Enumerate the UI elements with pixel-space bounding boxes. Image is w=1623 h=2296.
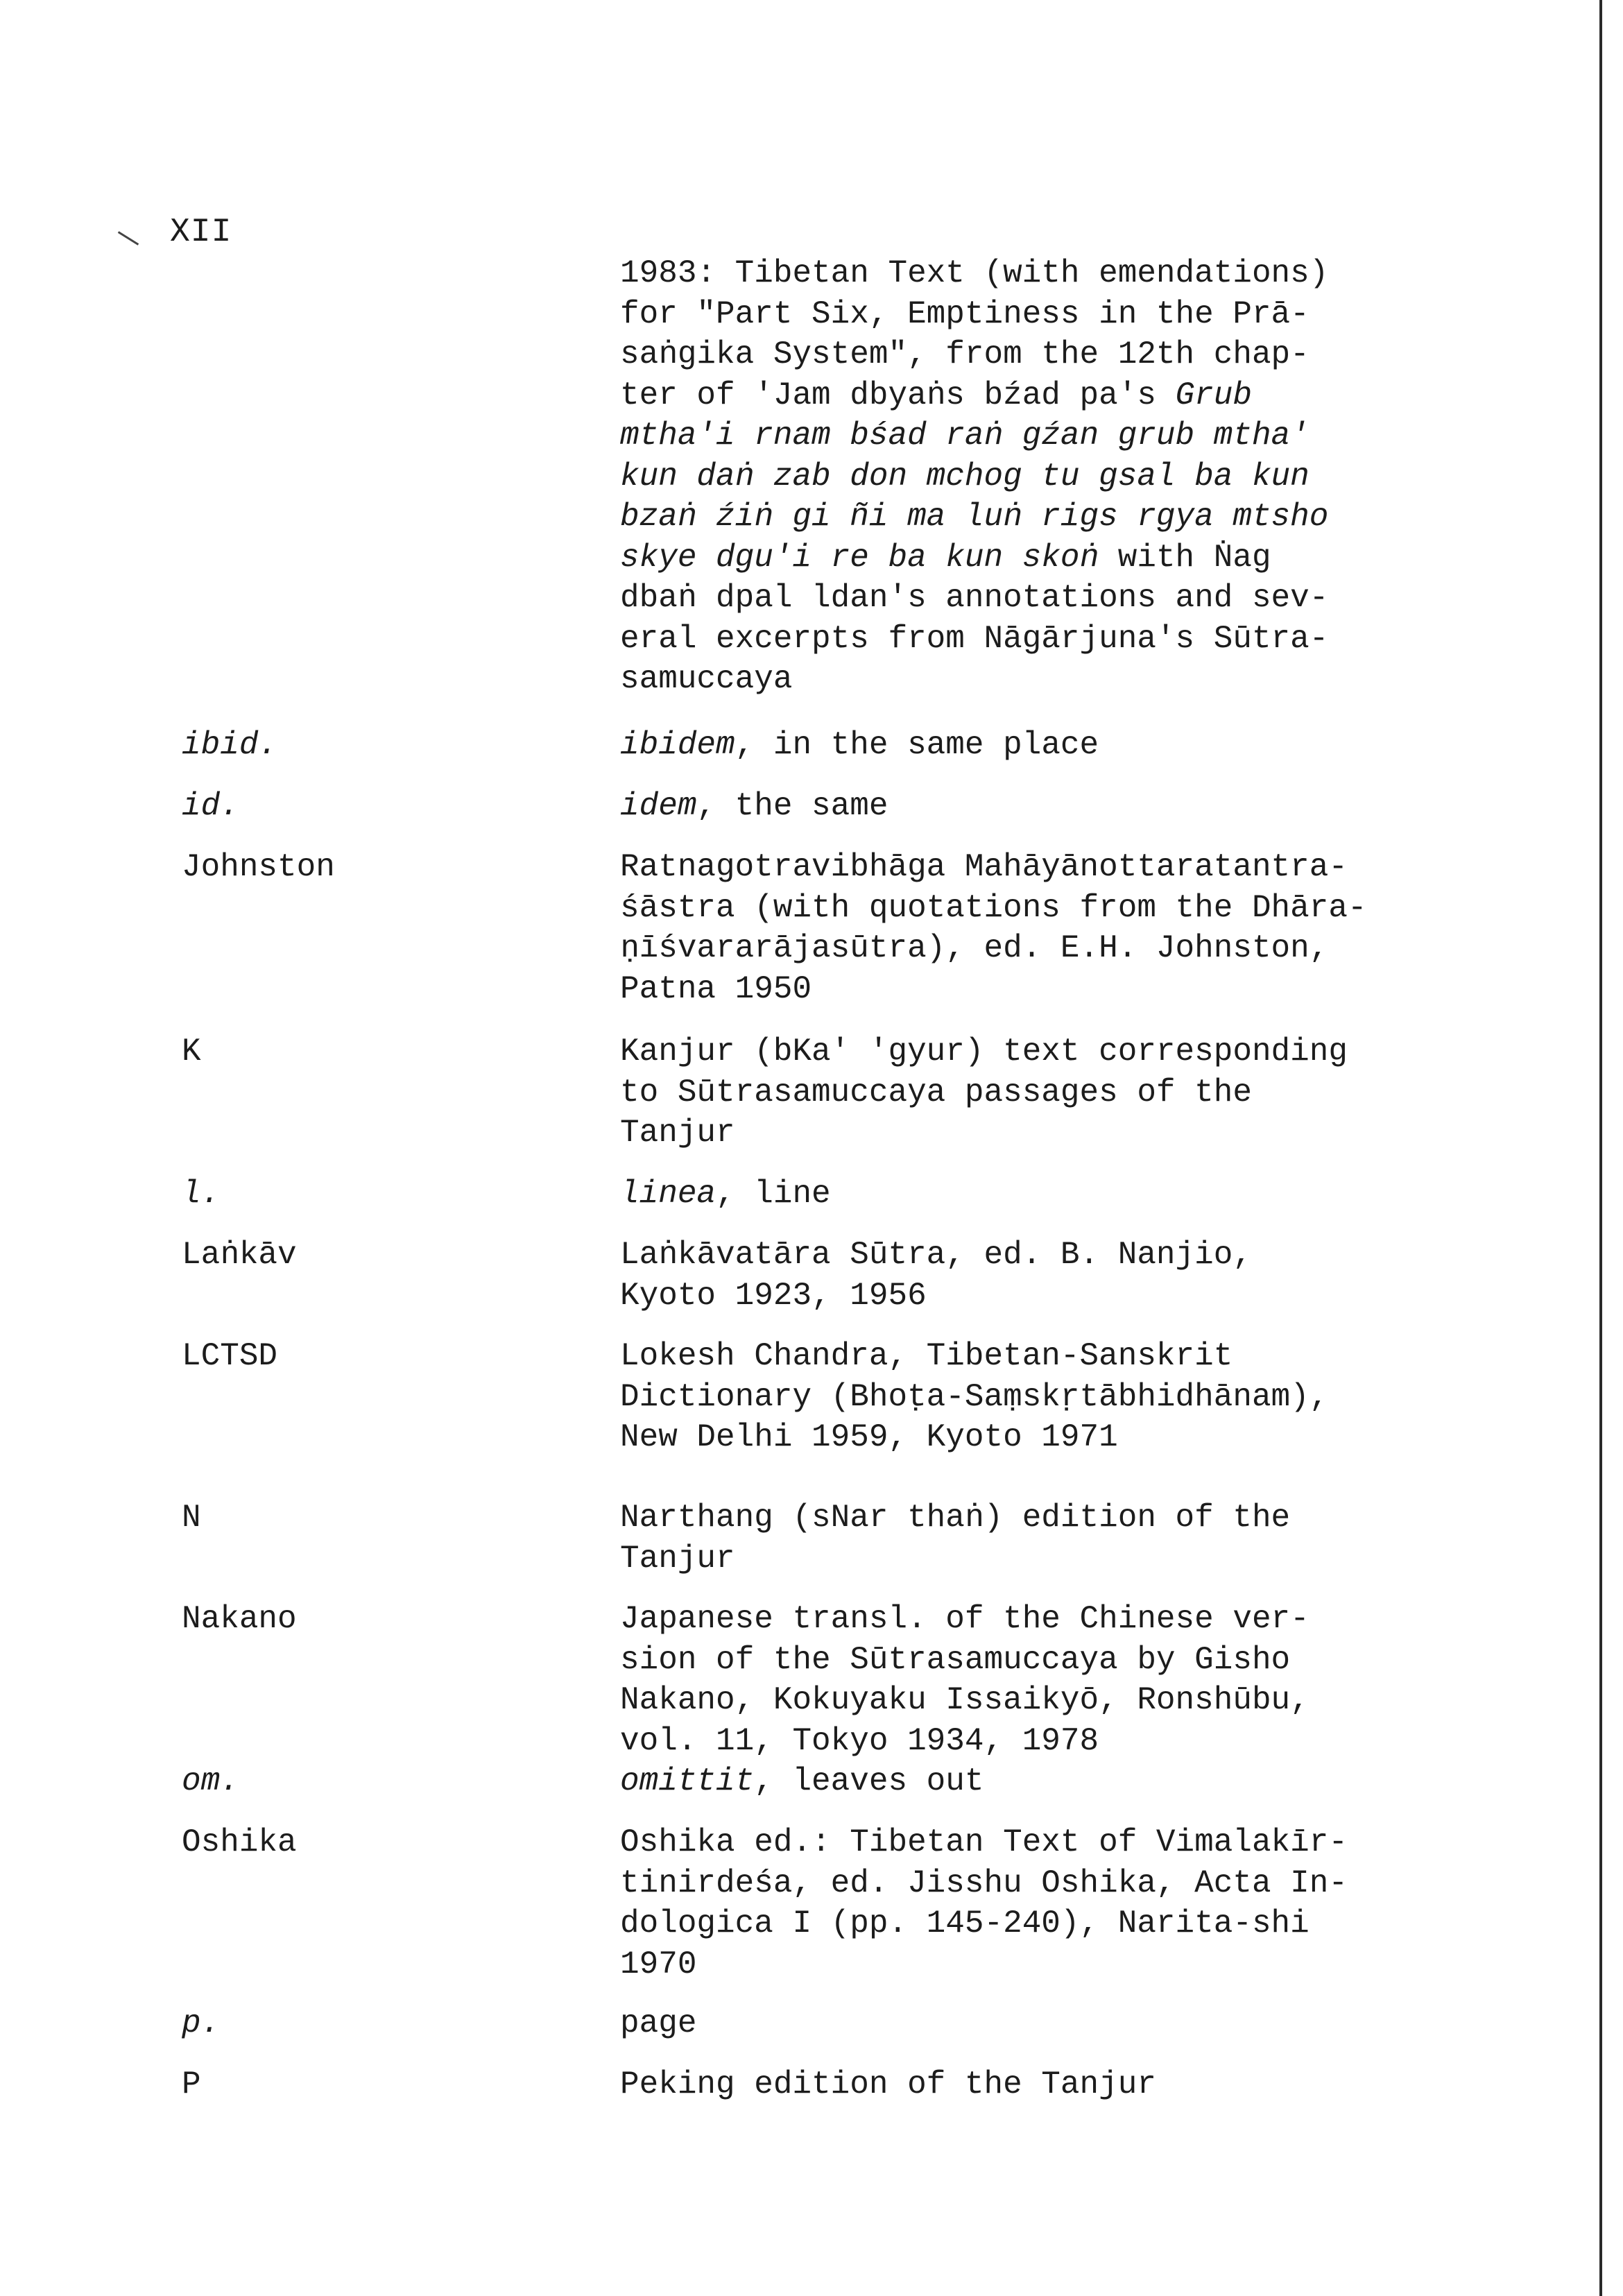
entry-abbreviation: K	[182, 1034, 201, 1070]
entry-description-line: Lokesh Chandra, Tibetan-Sanskrit	[620, 1338, 1233, 1374]
entry-description	[620, 1235, 1494, 1316]
entry-description	[620, 253, 1494, 700]
entry-description-line: Kyoto 1923, 1956	[620, 1277, 927, 1314]
entry-description	[620, 1761, 1494, 1802]
entry-description	[620, 847, 1494, 1009]
entry-abbreviation: p.	[182, 2005, 221, 2041]
entry-description-line: mtha'i rnam bśad raṅ gźan grub mtha'	[620, 418, 1309, 454]
entry-description	[620, 2003, 1494, 2044]
entry-description-line: page	[620, 2005, 697, 2041]
entry-description-line: Dictionary (Bhoṭa-Saṃskṛtābhidhānam),	[620, 1378, 1329, 1415]
entry-abbreviation: Oshika	[182, 1824, 297, 1860]
entry-description-line: eral excerpts from Nāgārjuna's Sūtra-	[620, 620, 1329, 657]
entry-description-line: kun daṅ zab don mchog tu gsal ba kun	[620, 458, 1309, 495]
entry-description-line: Oshika ed.: Tibetan Text of Vimalakīr-	[620, 1824, 1348, 1860]
entry-description-line: Nakano, Kokuyaku Issaikyō, Ronshūbu,	[620, 1682, 1309, 1718]
entry-description-line: vol. 11, Tokyo 1934, 1978	[620, 1722, 1099, 1759]
entry-description	[620, 1599, 1494, 1761]
entry-description-line: Tanjur	[620, 1115, 735, 1151]
entry-description-line: Narthang (sNar thaṅ) edition of the	[620, 1500, 1291, 1536]
entry-description-line: for "Part Six, Emptiness in the Prā-	[620, 295, 1309, 332]
entry-description-line: ṇīśvararājasūtra), ed. E.H. Johnston,	[620, 930, 1329, 966]
entry-description-line: omittit, leaves out	[620, 1763, 984, 1799]
entry-description-line: śāstra (with quotations from the Dhāra-	[620, 889, 1367, 926]
entry-abbreviation: LCTSD	[182, 1338, 278, 1374]
entry-description-line: Ratnagotravibhāga Mahāyānottaratantra-	[620, 849, 1348, 885]
entry-description-line: ter of 'Jam dbyaṅs bźad pa's Grub	[620, 377, 1252, 413]
entry-abbreviation: Johnston	[182, 849, 335, 885]
entry-description	[620, 1498, 1494, 1579]
entry-abbreviation: ibid.	[182, 727, 278, 763]
entry-abbreviation: id.	[182, 788, 239, 824]
entry-abbreviation: Laṅkāv	[182, 1237, 297, 1273]
entry-description	[620, 1031, 1494, 1154]
entry-description	[620, 1336, 1494, 1458]
entry-description-line: skye dgu'i re ba kun skoṅ with Ṅag	[620, 539, 1271, 576]
entry-description-line: dbaṅ dpal ldan's annotations and sev-	[620, 580, 1329, 616]
entry-abbreviation: N	[182, 1500, 201, 1536]
entry-description-line: samuccaya	[620, 661, 793, 697]
entry-description-line: bzaṅ źiṅ gi ñi ma luṅ rigs rgya mtsho	[620, 499, 1329, 535]
entry-abbreviation: Nakano	[182, 1601, 297, 1637]
entry-abbreviation: P	[182, 2066, 201, 2102]
entry-description-line: Kanjur (bKa' 'gyur) text corresponding	[620, 1034, 1348, 1070]
page-edge-line	[1599, 0, 1602, 2296]
entry-abbreviation: l.	[182, 1176, 221, 1212]
entry-description-line: tinirdeśa, ed. Jisshu Oshika, Acta In-	[620, 1865, 1348, 1901]
entry-description-line: Japanese transl. of the Chinese ver-	[620, 1601, 1309, 1637]
entry-description-line: Peking edition of the Tanjur	[620, 2066, 1156, 2102]
entry-description-line: 1970	[620, 1946, 697, 1982]
scan-mark	[118, 231, 139, 246]
entry-description-line: to Sūtrasamuccaya passages of the	[620, 1074, 1252, 1111]
entry-description	[620, 725, 1494, 766]
entry-description-line: New Delhi 1959, Kyoto 1971	[620, 1419, 1118, 1455]
entry-description-line: linea, line	[620, 1176, 831, 1212]
page-number: XII	[170, 214, 232, 251]
entry-description-line: dologica I (pp. 145-240), Narita-shi	[620, 1905, 1309, 1942]
entry-abbreviation: om.	[182, 1763, 239, 1799]
entry-description-line: ibidem, in the same place	[620, 727, 1099, 763]
entry-description-line: Patna 1950	[620, 970, 812, 1007]
entry-description-line: Laṅkāvatāra Sūtra, ed. B. Nanjio,	[620, 1237, 1252, 1273]
entry-description	[620, 2064, 1494, 2105]
entry-description	[620, 1174, 1494, 1215]
entry-description	[620, 1822, 1494, 1985]
entry-description-line: 1983: Tibetan Text (with emendations)	[620, 255, 1329, 291]
entry-description-line: Tanjur	[620, 1540, 735, 1577]
entry-description-line: saṅgika System", from the 12th chap-	[620, 336, 1309, 372]
entry-description-line: sion of the Sūtrasamuccaya by Gisho	[620, 1641, 1291, 1678]
entry-description	[620, 786, 1494, 827]
entry-description-line: idem, the same	[620, 788, 888, 824]
